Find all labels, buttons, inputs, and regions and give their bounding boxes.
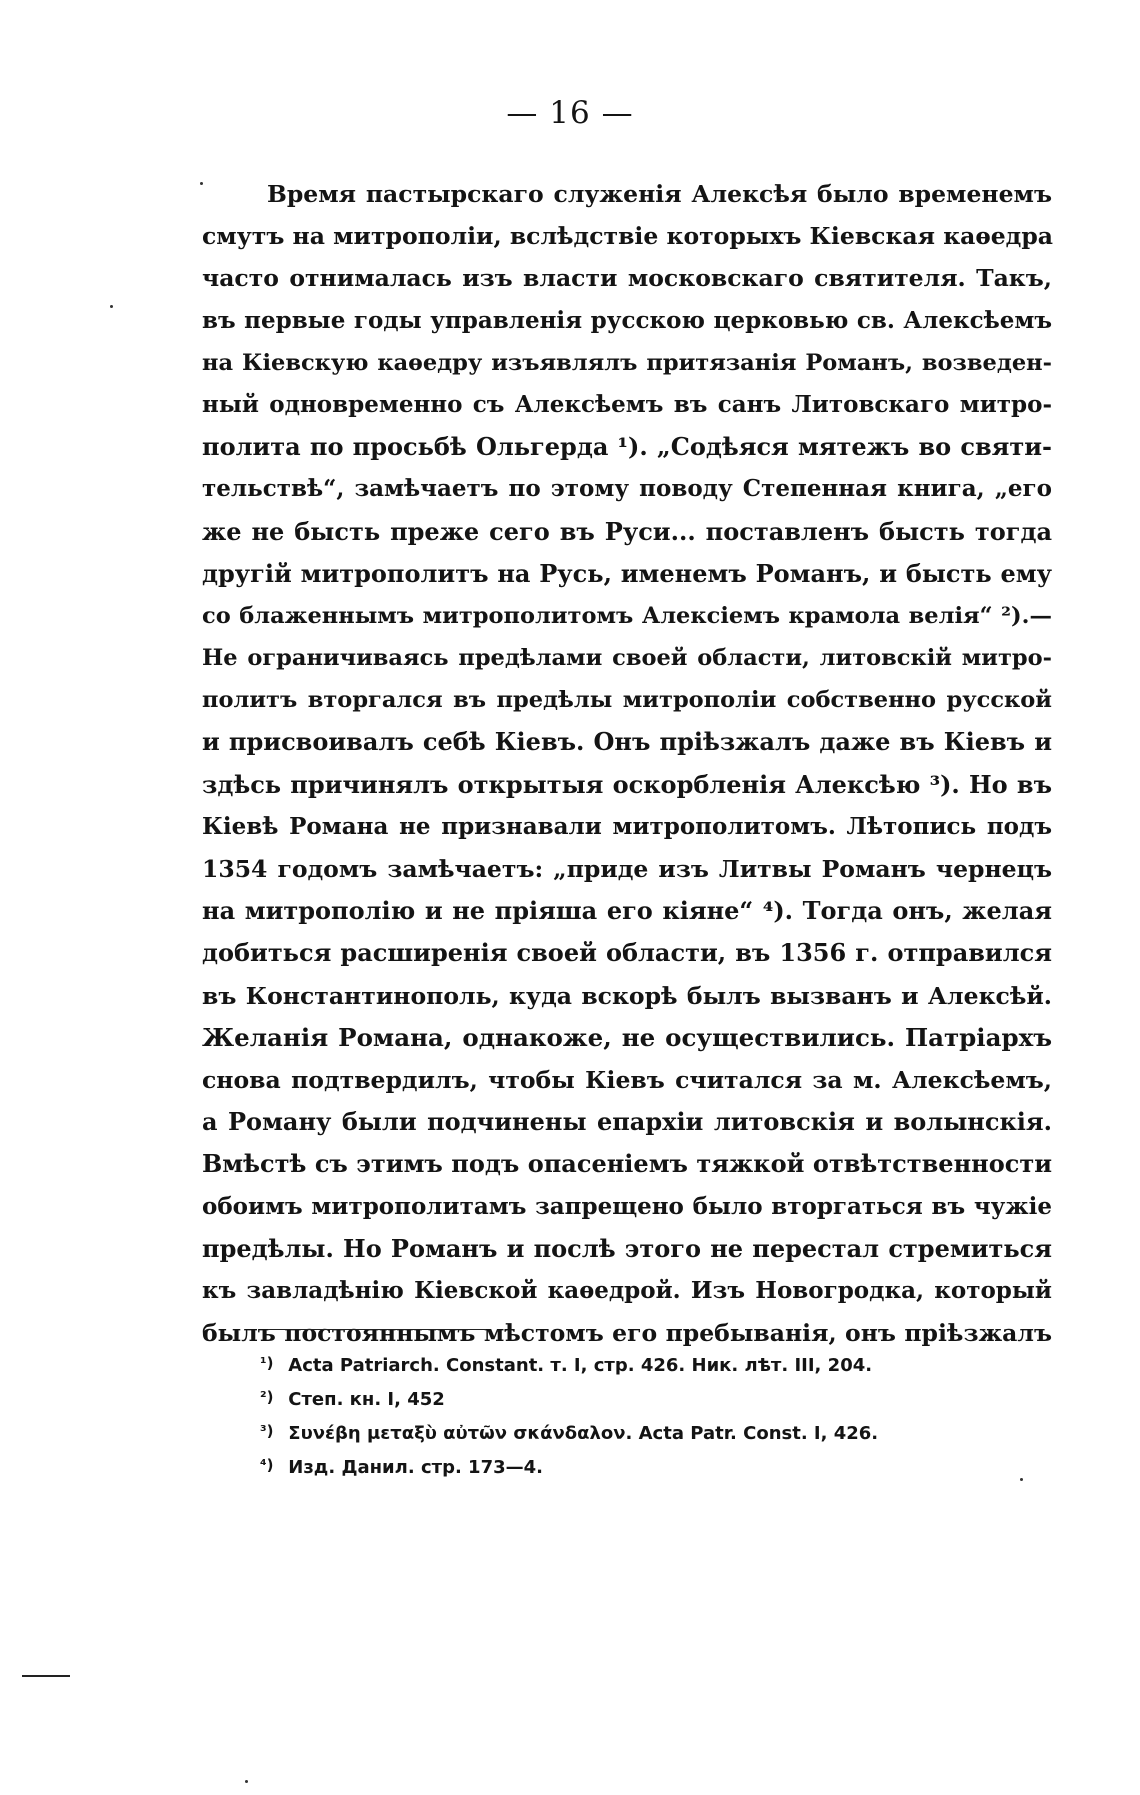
scan-speck <box>110 305 113 308</box>
body-text <box>202 173 1052 1354</box>
margin-mark <box>22 1675 70 1677</box>
text-line: и присвоивалъ себѣ Кіевъ. Онъ пріѣзжалъ даже въ Кіевъ и <box>202 727 1052 757</box>
footnote-text: Συνέβη μεταξὺ αὐτῶν σκάνδαλον. Acta Patr. Const. I, 426. <box>288 1423 879 1444</box>
text-line: здѣсь причинялъ открытыя оскорбленія Алексѣю ³). Но въ <box>202 769 1052 799</box>
text-line: былъ постояннымъ мѣстомъ его пребыванія, онъ пріѣзжалъ <box>202 1319 1052 1348</box>
text-line: добиться расширенія своей области, въ 1356 г. отправился <box>202 938 1052 968</box>
footnote <box>260 1346 980 1380</box>
text-line: въ Константинополь, куда вскорѣ былъ вызванъ и Алексѣй. <box>202 981 1052 1010</box>
text-line: Кіевѣ Романа не признавали митрополитомъ. Лѣтопись подъ <box>202 812 1052 840</box>
text-line: въ первые годы управленія русскою церковью св. Алексѣемъ <box>202 306 1052 334</box>
footnote-mark: ³) <box>260 1422 274 1440</box>
text-line: а Роману были подчинены епархіи литовскія и волынскія. <box>202 1107 1052 1137</box>
footnote <box>260 1448 980 1482</box>
text-line: полита по просьбѣ Ольгерда ¹). „Содѣяся мятежъ во святи- <box>202 432 1052 462</box>
text-line: ный одновременно съ Алексѣемъ въ санъ Литовскаго митро- <box>202 390 1052 418</box>
footnote-mark: ²) <box>260 1388 274 1406</box>
text-line: Время пастырскаго служенія Алексѣя было временемъ <box>267 180 1052 208</box>
footnote-separator <box>268 1329 486 1330</box>
footnotes <box>260 1346 980 1482</box>
footnote-text: Изд. Данил. стр. 173—4. <box>288 1457 543 1478</box>
footnote-mark: ⁴) <box>260 1456 274 1474</box>
text-line: предѣлы. Но Романъ и послѣ этого не перестал стремиться <box>202 1233 1052 1263</box>
text-line: тельствѣ“, замѣчаетъ по этому поводу Степенная книга, „его <box>202 475 1052 503</box>
text-line: со блаженнымъ митрополитомъ Алексіемъ крамола велія“ ²).— <box>202 602 1052 629</box>
text-line: Не ограничиваясь предѣлами своей области, литовскій митро- <box>202 645 1052 672</box>
scan-speck <box>1020 1478 1023 1481</box>
text-line: Вмѣстѣ съ этимъ подъ опасеніемъ тяжкой отвѣтственности <box>202 1149 1052 1179</box>
text-line: часто отнималась изъ власти московскаго святителя. Такъ, <box>202 264 1052 293</box>
text-line: смутъ на митрополіи, вслѣдствіе которыхъ Кіевская каѳедра <box>202 222 1053 251</box>
scan-speck <box>245 1780 248 1783</box>
text-line: 1354 годомъ замѣчаетъ: „приде изъ Литвы Романъ чернецъ <box>202 855 1052 883</box>
scan-speck <box>200 182 203 185</box>
text-line: на митрополію и не пріяша его кіяне“ ⁴). Тогда онъ, желая <box>202 896 1052 926</box>
text-line: другій митрополитъ на Русь, именемъ Романъ, и бысть ему <box>202 558 1052 588</box>
text-line: же не бысть преже сего въ Руси... поставленъ бысть тогда <box>202 516 1052 546</box>
text-line: къ завладѣнію Кіевской каѳедрой. Изъ Новогродка, который <box>202 1276 1052 1304</box>
text-line: обоимъ митрополитамъ запрещено было вторгаться въ чужіе <box>202 1192 1052 1220</box>
page-number: — 16 — <box>506 95 634 131</box>
footnote-mark: ¹) <box>260 1354 274 1372</box>
footnote <box>260 1380 980 1414</box>
footnote-text: Acta Patriarch. Constant. т. I, стр. 426. Ник. лѣт. III, 204. <box>288 1355 873 1376</box>
footnote-text: Степ. кн. I, 452 <box>288 1389 445 1410</box>
text-line: на Кіевскую каѳедру изъявлялъ притязанія Романъ, возведен- <box>202 349 1052 376</box>
text-line: Желанія Романа, однакоже, не осуществились. Патріархъ <box>202 1022 1052 1052</box>
text-line: снова подтвердилъ, чтобы Кіевъ считался за м. Алексѣемъ, <box>202 1065 1052 1094</box>
footnote <box>260 1414 980 1448</box>
text-line: политъ вторгался въ предѣлы митрополіи собственно русской <box>202 687 1052 714</box>
